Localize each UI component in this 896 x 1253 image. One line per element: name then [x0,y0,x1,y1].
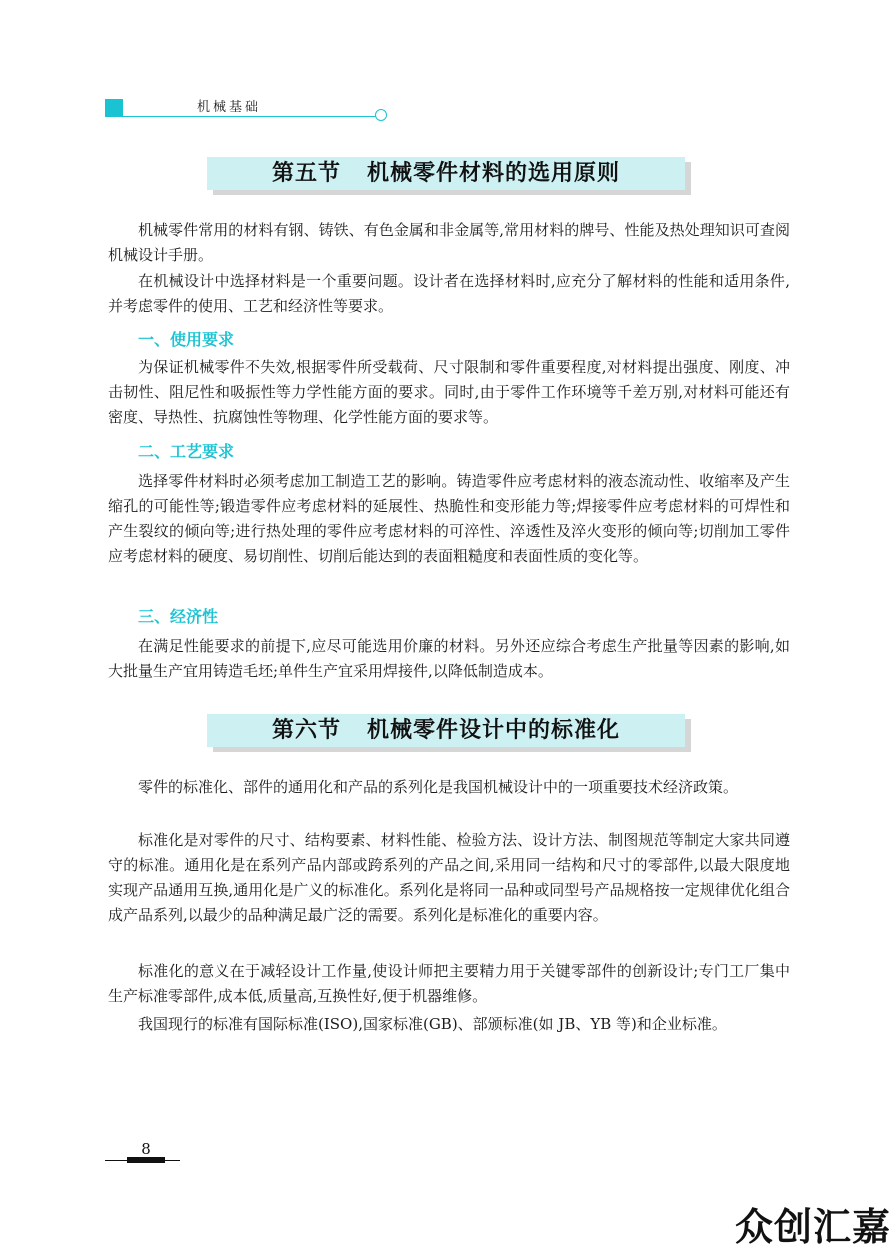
section-6-paragraph-4: 我国现行的标准有国际标准(ISO),国家标准(GB)、部颁标准(如 JB、YB 等)和企业标准。 [138,1015,727,1033]
section-5-title: 第五节 机械零件材料的选用原则 [272,160,620,186]
process-requirements-paragraph: 选择零件材料时必须考虑加工制造工艺的影响。铸造零件应考虑材料的液态流动性、收缩率及产生缩孔的可能性等;锻造零件应考虑材料的延展性、热脆性和变形能力等;焊接零件应考虑材料的可焊性和产生裂纹的倾向等;进行热处理的零件应考虑材料的可淬性、淬透性及淬火变形的倾向等;切削加工零件应考虑材料的硬度、易切削性、切削后能达到的表面粗糙度和表面性质的变化等。 [108,472,790,565]
subheading-economy: 三、经济性 [138,607,219,626]
page-number: 8 [141,1140,151,1158]
use-requirements-paragraph: 为保证机械零件不失效,根据零件所受载荷、尺寸限制和零件重要程度,对材料提出强度、刚度、冲击韧性、阻尼性和吸振性等力学性能方面的要求。同时,由于零件工作环境等千差万别,对材料可能还有密度、导热性、抗腐蚀性等物理、化学性能方面的要求等。 [108,358,790,426]
book-title: 机械基础 [197,100,262,115]
section-5-paragraph-2: 在机械设计中选择材料是一个重要问题。设计者在选择材料时,应充分了解材料的性能和适用条件,并考虑零件的使用、工艺和经济性等要求。 [108,272,790,315]
section-6-banner [207,714,685,747]
economy-paragraph: 在满足性能要求的前提下,应尽可能选用价廉的材料。另外还应综合考虑生产批量等因素的影响,如大批量生产宜用铸造毛坯;单件生产宜采用焊接件,以降低制造成本。 [108,637,790,680]
subheading-use-requirements: 一、使用要求 [138,330,235,349]
page-footer [105,1140,185,1164]
section-5-banner [207,157,685,190]
section-6-paragraph-1: 零件的标准化、部件的通用化和产品的系列化是我国机械设计中的一项重要技术经济政策。 [138,778,739,796]
watermark-logo: 众创汇嘉 [735,1205,892,1249]
subheading-process-requirements: 二、工艺要求 [138,442,235,461]
running-header [105,96,395,122]
header-square-mark [105,99,123,117]
section-6-title: 第六节 机械零件设计中的标准化 [272,717,620,743]
section-6-paragraph-3: 标准化的意义在于减轻设计工作量,使设计师把主要精力用于关键零部件的创新设计;专门工厂集中生产标准零部件,成本低,质量高,互换性好,便于机器维修。 [108,962,790,1005]
header-rule [123,116,377,117]
section-6-paragraph-2: 标准化是对零件的尺寸、结构要素、材料性能、检验方法、设计方法、制图规范等制定大家共同遵守的标准。通用化是在系列产品内部或跨系列的产品之间,采用同一结构和尺寸的零部件,以最大限度地实现产品通用互换,通用化是广义的标准化。系列化是将同一品种或同型号产品规格按一定规律优化组合成产品系列,以最少的品种满足最广泛的需要。系列化是标准化的重要内容。 [108,831,790,924]
header-circle-mark [375,109,387,121]
section-5-paragraph-1: 机械零件常用的材料有钢、铸铁、有色金属和非金属等,常用材料的牌号、性能及热处理知识可查阅机械设计手册。 [108,221,790,264]
